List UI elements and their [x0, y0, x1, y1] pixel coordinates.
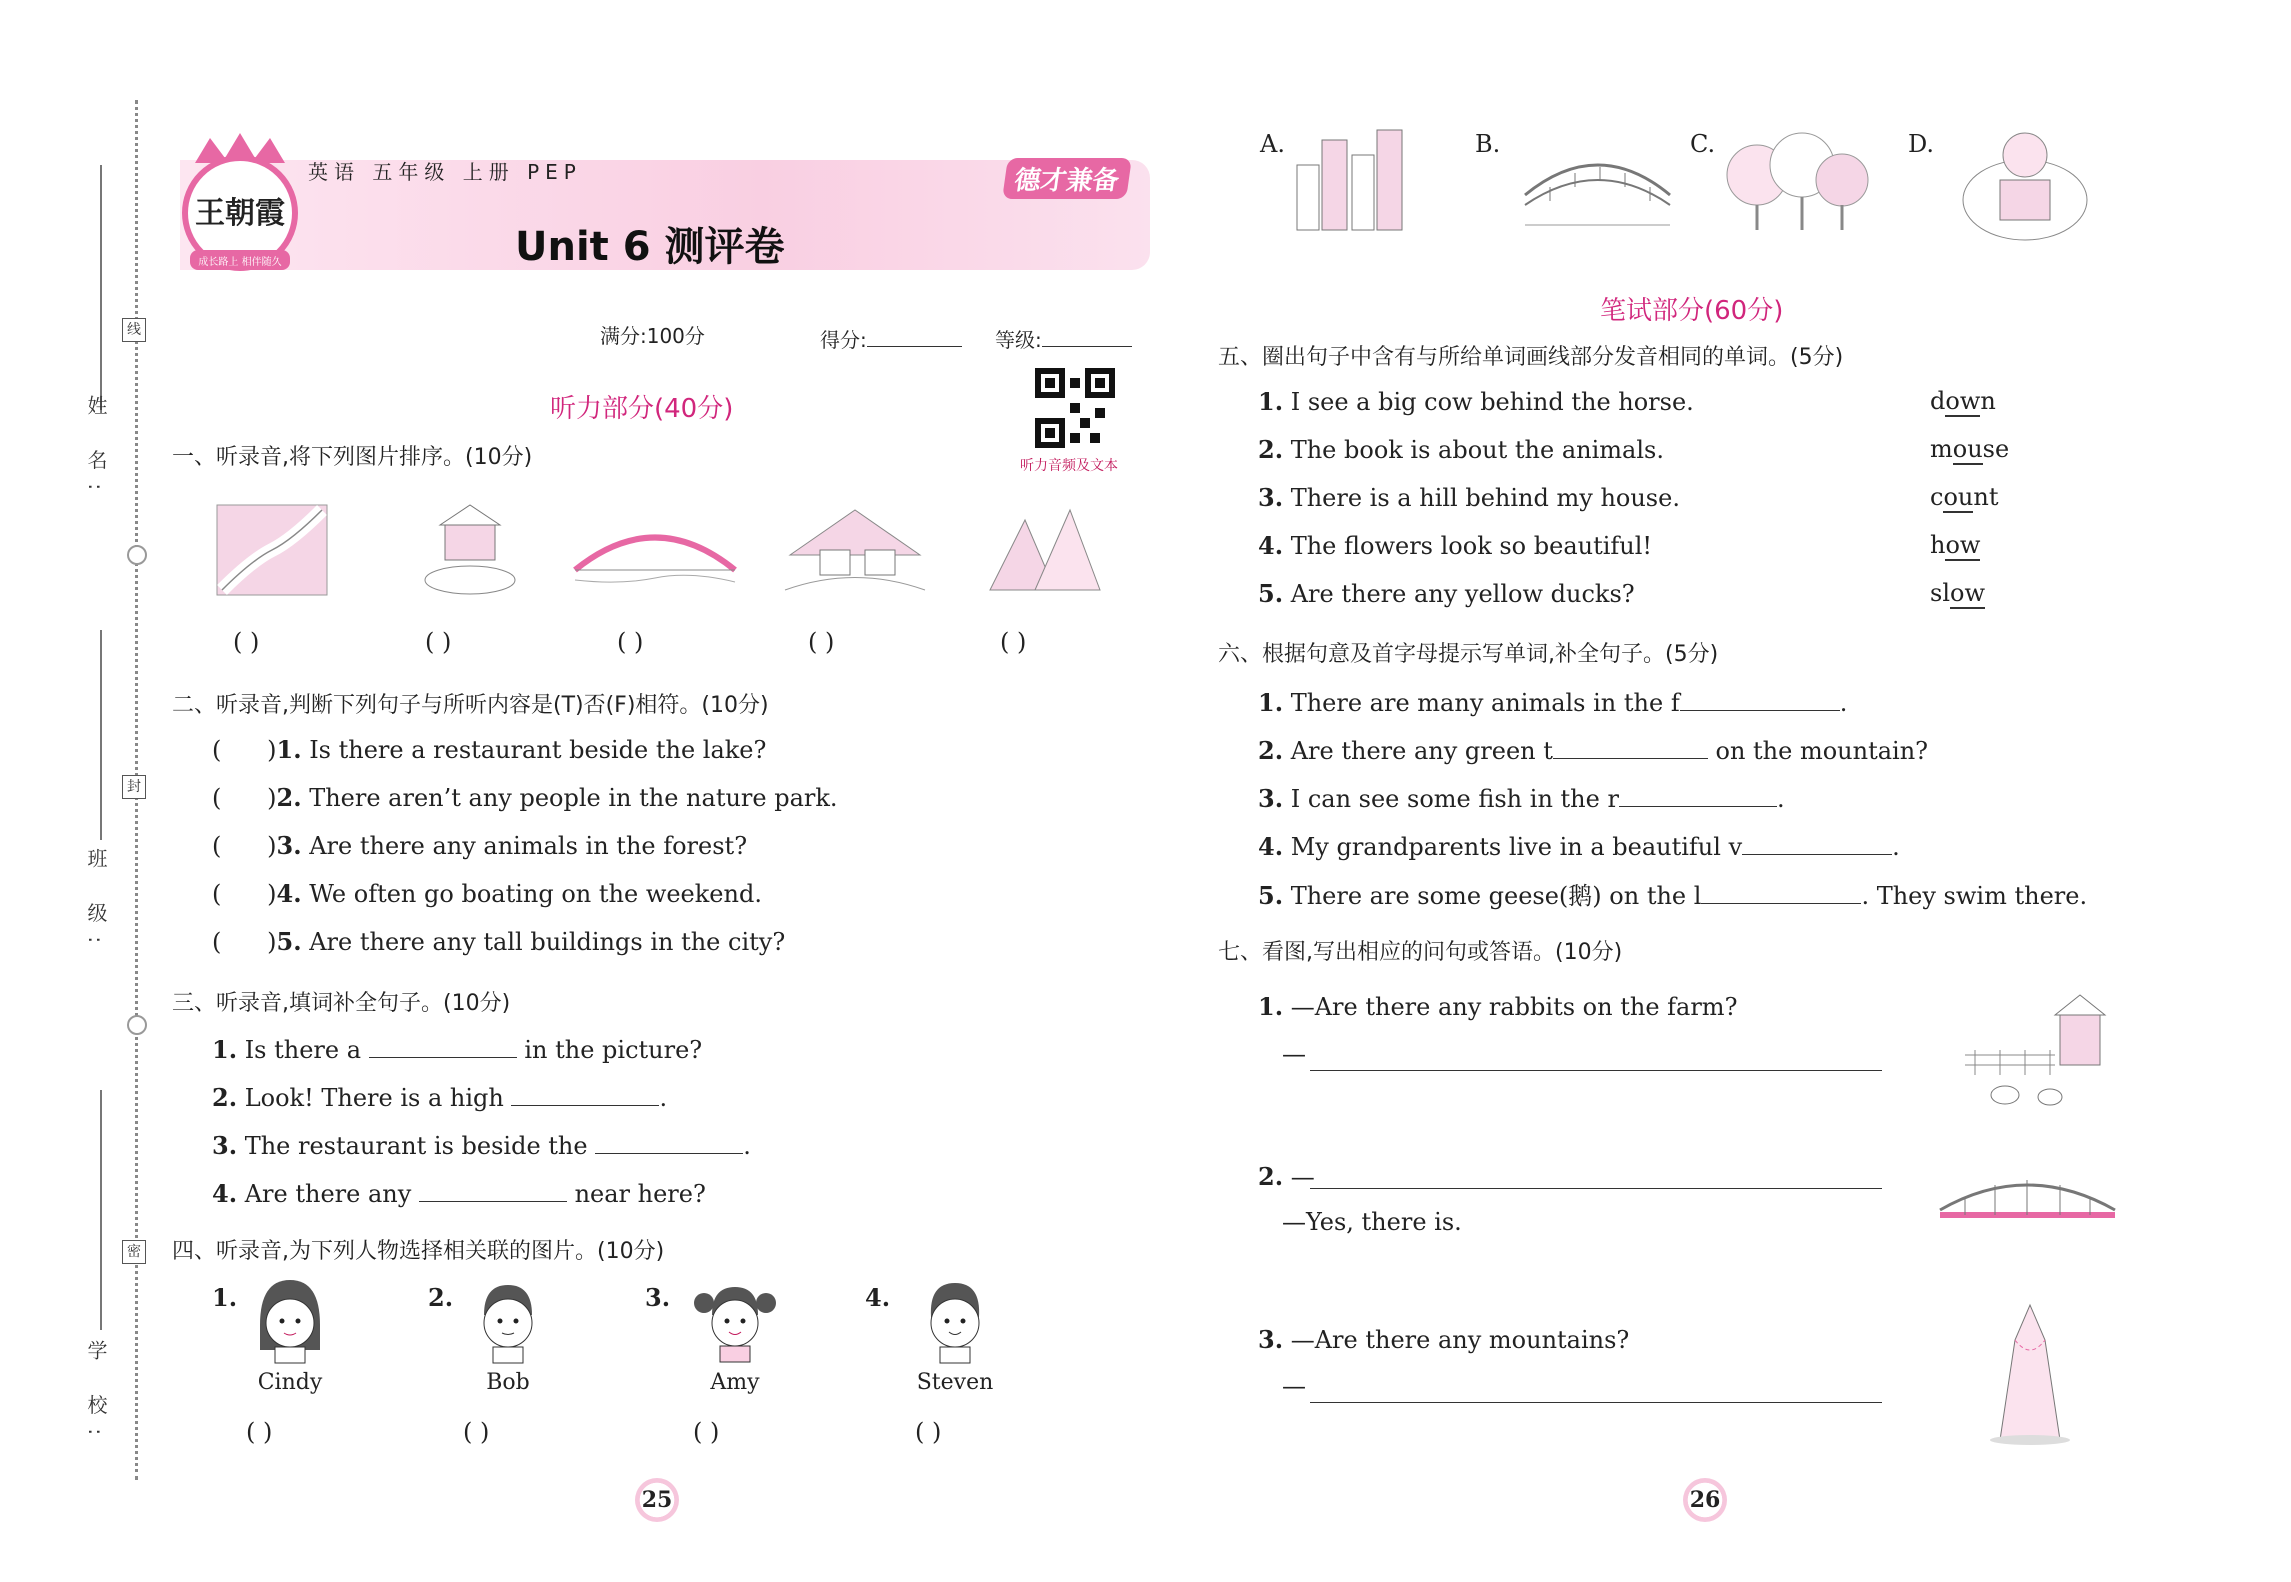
person-name: Steven [916, 1370, 994, 1395]
q5-word: down [1930, 387, 1996, 415]
q2-item[interactable]: ( )1. Is there a restaurant beside the lake? [212, 735, 767, 764]
q7-item-3-dash: — [1282, 1372, 1306, 1400]
q7-mountain-picture [1985, 1300, 2075, 1445]
brand-tagline: 成长路上 相伴随久 [198, 257, 282, 268]
option-c-forest-picture [1722, 125, 1872, 235]
person-name: Bob [486, 1370, 530, 1395]
q7-item-3-question: 3. —Are there any mountains? [1258, 1325, 1630, 1354]
q2-heading: 二、听录音,判断下列句子与所听内容是(T)否(F)相符。(10分) [172, 693, 769, 718]
q3-heading: 三、听录音,填词补全句子。(10分) [172, 991, 511, 1016]
listening-title: 听力部分(40分) [550, 394, 734, 424]
option-a-city-picture [1292, 125, 1407, 235]
seal-char-1: 线 [122, 318, 146, 342]
q6-heading: 六、根据句意及首字母提示写单词,补全句子。(5分) [1218, 642, 1719, 667]
q5-item[interactable]: 5. Are there any yellow ducks? [1258, 579, 1635, 608]
option-b-bridge-picture [1520, 135, 1675, 235]
page-number-left: 25 [635, 1478, 679, 1522]
q4-answer-4[interactable]: ( ) [915, 1418, 942, 1446]
q1-answer-5[interactable]: ( ) [1000, 628, 1027, 656]
score-label: 得分: [820, 320, 962, 353]
option-d-label: D. [1908, 130, 1935, 158]
person-name: Amy [710, 1370, 760, 1395]
q6-item[interactable]: 3. I can see some fish in the r . [1258, 780, 1785, 813]
q1-picture-river [212, 500, 332, 600]
q5-item[interactable]: 1. I see a big cow behind the horse. [1258, 387, 1694, 416]
q3-item[interactable]: 3. The restaurant is beside the . [212, 1127, 751, 1160]
q5-word: how [1930, 531, 1981, 559]
binding-hole [127, 1015, 147, 1035]
name-write-line [100, 165, 102, 410]
q5-item[interactable]: 2. The book is about the animals. [1258, 435, 1664, 464]
portrait-amy [690, 1275, 780, 1365]
class-label: 班 级: [84, 848, 108, 958]
motto-badge: 德才兼备 [1002, 158, 1132, 199]
q1-heading: 一、听录音,将下列图片排序。(10分) [172, 445, 533, 470]
q1-answer-3[interactable]: ( ) [617, 628, 644, 656]
q4-num-3: 3. [645, 1283, 671, 1312]
option-b-label: B. [1475, 130, 1501, 158]
q3-item[interactable]: 2. Look! There is a high . [212, 1079, 667, 1112]
q3-item[interactable]: 4. Are there any near here? [212, 1175, 706, 1208]
portrait-cindy [250, 1275, 330, 1365]
seal-char-2: 封 [122, 775, 146, 799]
q3-item[interactable]: 1. Is there a in the picture? [212, 1031, 702, 1064]
q1-picture-village [780, 505, 930, 600]
q4-num-2: 2. [428, 1283, 454, 1312]
q1-answer-4[interactable]: ( ) [808, 628, 835, 656]
option-d-house-picture [1955, 125, 2095, 245]
q6-item[interactable]: 2. Are there any green t on the mountain? [1258, 732, 1928, 765]
q7-answer-line-1[interactable] [1310, 1070, 1882, 1071]
portrait-bob [468, 1275, 548, 1365]
q7-bridge-picture [1935, 1170, 2120, 1230]
subject-line: 英语 五年级 上册 PEP [308, 160, 582, 184]
q5-item[interactable]: 3. There is a hill behind my house. [1258, 483, 1680, 512]
q1-answer-2[interactable]: ( ) [425, 628, 452, 656]
class-write-line [100, 630, 102, 840]
q4-heading: 四、听录音,为下列人物选择相关联的图片。(10分) [172, 1239, 665, 1264]
q7-item-2-number: 2. — [1258, 1162, 1315, 1191]
q7-heading: 七、看图,写出相应的问句或答语。(10分) [1218, 940, 1623, 965]
q7-answer-line-2[interactable] [1310, 1188, 1882, 1189]
full-score: 满分:100分 [600, 324, 705, 348]
qr-code-icon[interactable] [1035, 368, 1115, 448]
q7-answer-line-3[interactable] [1310, 1402, 1882, 1403]
portrait-steven [915, 1275, 995, 1365]
q5-word: slow [1930, 579, 1985, 607]
q4-num-1: 1. [212, 1283, 238, 1312]
page-title: Unit 6 测评卷 [515, 224, 785, 270]
q2-item[interactable]: ( )5. Are there any tall buildings in the city? [212, 927, 786, 956]
q4-num-4: 4. [865, 1283, 891, 1312]
person-name: Cindy [257, 1370, 323, 1395]
q4-answer-3[interactable]: ( ) [693, 1418, 720, 1446]
q2-item[interactable]: ( )4. We often go boating on the weekend. [212, 879, 762, 908]
q1-picture-bridge [570, 510, 740, 590]
binding-hole [127, 545, 147, 565]
q7-item-2-answer: —Yes, there is. [1282, 1208, 1462, 1236]
written-title: 笔试部分(60分) [1600, 296, 1784, 326]
q5-word: mouse [1930, 435, 2010, 463]
q7-item-1-dash: — [1282, 1040, 1306, 1068]
q5-item[interactable]: 4. The flowers look so beautiful! [1258, 531, 1653, 560]
brand-name: 王朝霞 [195, 196, 285, 231]
qr-caption: 听力音频及文本 [1020, 458, 1118, 474]
q2-item[interactable]: ( )2. There aren’t any people in the nature park. [212, 783, 838, 812]
option-a-label: A. [1260, 130, 1285, 158]
q1-answer-1[interactable]: ( ) [233, 628, 260, 656]
school-label: 学 校: [84, 1340, 108, 1450]
brand-logo [175, 128, 305, 278]
q1-picture-house [420, 500, 520, 600]
page-number-right: 26 [1683, 1478, 1727, 1522]
q5-word: count [1930, 483, 1999, 511]
q4-answer-1[interactable]: ( ) [246, 1418, 273, 1446]
q7-item-1-question: 1. —Are there any rabbits on the farm? [1258, 992, 1738, 1021]
q6-item[interactable]: 5. There are some geese(鹅) on the l . They swim there. [1258, 876, 2087, 911]
option-c-label: C. [1690, 130, 1716, 158]
q2-item[interactable]: ( )3. Are there any animals in the forest? [212, 831, 748, 860]
q7-farm-picture [1960, 985, 2110, 1115]
name-label: 姓 名: [84, 395, 108, 505]
q5-heading: 五、圈出句子中含有与所给单词画线部分发音相同的单词。(5分) [1218, 345, 1844, 370]
q4-answer-2[interactable]: ( ) [463, 1418, 490, 1446]
q6-item[interactable]: 1. There are many animals in the f . [1258, 684, 1847, 717]
q1-picture-mountains [985, 500, 1105, 600]
grade-label: 等级: [995, 320, 1132, 353]
q6-item[interactable]: 4. My grandparents live in a beautiful v . [1258, 828, 1900, 861]
school-write-line [100, 1090, 102, 1330]
seal-char-3: 密 [122, 1240, 146, 1264]
